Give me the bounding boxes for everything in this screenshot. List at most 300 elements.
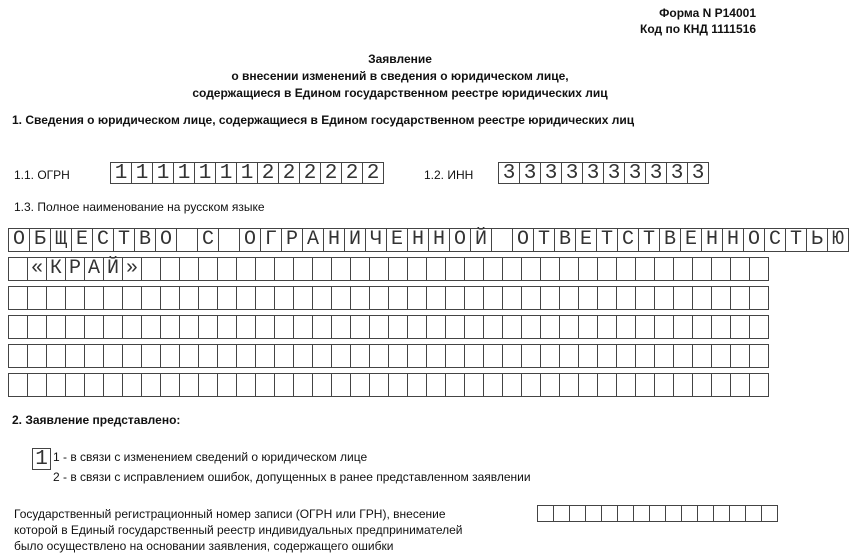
name-letter-cell[interactable] [616,286,636,310]
name-letter-cell[interactable] [559,315,579,339]
name-letter-cell[interactable] [730,373,750,397]
name-letter-cell[interactable] [293,344,313,368]
name-letter-cell[interactable] [293,257,313,281]
name-letter-cell[interactable]: С [617,228,639,252]
name-letter-cell[interactable] [312,344,332,368]
name-letter-cell[interactable] [635,373,655,397]
name-row [8,257,848,281]
name-letter-cell[interactable] [331,344,351,368]
name-letter-cell[interactable] [255,286,275,310]
name-letter-cell[interactable]: Т [533,228,555,252]
reg-number-cell[interactable] [585,505,602,522]
name-letter-cell[interactable]: Й [470,228,492,252]
name-letter-cell[interactable]: В [659,228,681,252]
name-letter-cell[interactable]: Н [722,228,744,252]
inn-digit-cell[interactable]: 3 [687,162,709,184]
name-letter-cell[interactable] [369,373,389,397]
name-letter-cell[interactable] [502,286,522,310]
name-letter-cell[interactable] [84,373,104,397]
name-letter-cell[interactable] [369,344,389,368]
name-letter-cell[interactable] [27,286,47,310]
name-letter-cell[interactable]: О [155,228,177,252]
submission-reason-cell[interactable]: 1 [32,448,51,470]
name-letter-cell[interactable] [578,344,598,368]
name-letter-cell[interactable] [730,257,750,281]
name-letter-cell[interactable] [464,373,484,397]
name-letter-cell[interactable]: Н [407,228,429,252]
name-letter-cell[interactable] [730,344,750,368]
name-letter-cell[interactable] [369,315,389,339]
name-letter-cell[interactable] [65,344,85,368]
name-letter-cell[interactable]: Ю [827,228,849,252]
name-letter-cell[interactable] [255,315,275,339]
name-letter-cell[interactable] [217,286,237,310]
name-letter-cell[interactable] [350,315,370,339]
name-letter-cell[interactable] [654,344,674,368]
name-letter-cell[interactable] [27,344,47,368]
name-letter-cell[interactable]: » [122,257,142,281]
name-letter-cell[interactable] [236,286,256,310]
name-letter-cell[interactable]: Т [596,228,618,252]
name-letter-cell[interactable] [521,257,541,281]
reg-number-cell[interactable] [649,505,666,522]
ogrn-digit-cell[interactable]: 1 [152,162,174,184]
reg-number-cell[interactable] [569,505,586,522]
name-letter-cell[interactable] [426,344,446,368]
name-letter-cell[interactable] [198,315,218,339]
ogrn-digit-cell[interactable]: 1 [236,162,258,184]
section1-heading: 1. Сведения о юридическом лице, содержащиеся в Едином государственном реестре юридических лиц [12,113,635,127]
name-letter-cell[interactable] [176,228,198,252]
name-letter-cell[interactable] [597,373,617,397]
name-letter-cell[interactable]: Р [65,257,85,281]
name-letter-cell[interactable] [350,257,370,281]
name-row [8,344,848,368]
name-letter-cell[interactable] [369,286,389,310]
name-letter-cell[interactable]: Е [386,228,408,252]
name-letter-cell[interactable] [445,286,465,310]
name-letter-cell[interactable]: О [449,228,471,252]
name-letter-cell[interactable]: О [743,228,765,252]
name-letter-cell[interactable]: Т [113,228,135,252]
name-letter-cell[interactable] [407,257,427,281]
name-letter-cell[interactable] [483,344,503,368]
name-letter-cell[interactable] [426,257,446,281]
name-letter-cell[interactable] [103,315,123,339]
name-letter-cell[interactable] [749,257,769,281]
inn-digit-cell[interactable]: 3 [540,162,562,184]
ogrn-field[interactable] [110,162,383,184]
name-letter-cell[interactable] [502,344,522,368]
name-letter-cell[interactable] [521,344,541,368]
name-letter-cell[interactable] [692,344,712,368]
name-row [8,286,848,310]
name-letter-cell[interactable]: Т [638,228,660,252]
name-letter-cell[interactable] [46,286,66,310]
name-letter-cell[interactable] [559,344,579,368]
name-letter-cell[interactable] [312,373,332,397]
name-letter-cell[interactable]: Г [260,228,282,252]
name-letter-cell[interactable] [635,344,655,368]
name-letter-cell[interactable] [407,315,427,339]
name-letter-cell[interactable]: Н [701,228,723,252]
name-letter-cell[interactable] [540,257,560,281]
name-letter-cell[interactable] [122,344,142,368]
inn-digit-cell[interactable]: 3 [519,162,541,184]
name-letter-cell[interactable] [255,257,275,281]
name-letter-cell[interactable] [141,373,161,397]
name-letter-cell[interactable] [160,373,180,397]
name-letter-cell[interactable] [407,373,427,397]
name-letter-cell[interactable] [464,315,484,339]
name-letter-cell[interactable] [388,373,408,397]
name-letter-cell[interactable] [445,344,465,368]
name-letter-cell[interactable] [559,257,579,281]
ogrn-digit-cell[interactable]: 2 [257,162,279,184]
name-letter-cell[interactable] [483,286,503,310]
inn-digit-cell[interactable]: 3 [498,162,520,184]
ogrn-digit-cell[interactable]: 1 [194,162,216,184]
name-letter-cell[interactable] [84,286,104,310]
inn-digit-cell[interactable]: 3 [561,162,583,184]
name-letter-cell[interactable] [160,257,180,281]
name-letter-cell[interactable] [274,315,294,339]
name-letter-cell[interactable]: Н [323,228,345,252]
name-letter-cell[interactable] [464,286,484,310]
name-letter-cell[interactable] [331,373,351,397]
name-letter-cell[interactable]: Н [428,228,450,252]
ogrn-digit-cell[interactable]: 2 [362,162,384,184]
name-letter-cell[interactable]: В [554,228,576,252]
form-number: Форма N Р14001 [659,6,756,20]
name-letter-cell[interactable] [597,315,617,339]
name-letter-cell[interactable] [540,373,560,397]
name-letter-cell[interactable] [217,315,237,339]
full-name-grid[interactable] [8,228,848,402]
name-letter-cell[interactable] [692,373,712,397]
reg-number-cell[interactable] [761,505,778,522]
name-letter-cell[interactable] [274,344,294,368]
name-letter-cell[interactable]: И [344,228,366,252]
name-letter-cell[interactable]: А [84,257,104,281]
reg-number-cell[interactable] [617,505,634,522]
name-letter-cell[interactable] [521,315,541,339]
name-letter-cell[interactable] [46,344,66,368]
name-letter-cell[interactable] [312,286,332,310]
name-letter-cell[interactable] [122,373,142,397]
name-letter-cell[interactable]: С [197,228,219,252]
name-letter-cell[interactable] [711,373,731,397]
name-letter-cell[interactable] [198,373,218,397]
name-letter-cell[interactable] [369,257,389,281]
name-letter-cell[interactable] [274,286,294,310]
name-letter-cell[interactable]: О [8,228,30,252]
name-letter-cell[interactable] [407,286,427,310]
name-letter-cell[interactable]: Е [680,228,702,252]
name-letter-cell[interactable] [711,344,731,368]
name-letter-cell[interactable] [597,286,617,310]
name-letter-cell[interactable] [464,257,484,281]
reg-number-cell[interactable] [601,505,618,522]
name-letter-cell[interactable] [635,257,655,281]
name-letter-cell[interactable]: Щ [50,228,72,252]
option2-text: 2 - в связи с исправлением ошибок, допущенных в ранее представленном заявлении [53,470,531,484]
ogrn-digit-cell[interactable]: 2 [299,162,321,184]
name-letter-cell[interactable] [8,257,28,281]
ogrn-digit-cell[interactable]: 1 [215,162,237,184]
name-letter-cell[interactable] [103,286,123,310]
name-letter-cell[interactable]: О [239,228,261,252]
name-letter-cell[interactable] [103,373,123,397]
name-letter-cell[interactable] [692,286,712,310]
ogrn-digit-cell[interactable]: 2 [320,162,342,184]
reg-text-line1: Государственный регистрационный номер записи (ОГРН или ГРН), внесение [14,507,446,521]
name-letter-cell[interactable] [217,373,237,397]
name-letter-cell[interactable]: Т [785,228,807,252]
name-letter-cell[interactable] [141,257,161,281]
name-letter-cell[interactable] [426,315,446,339]
name-letter-cell[interactable] [616,344,636,368]
name-letter-cell[interactable] [616,373,636,397]
name-letter-cell[interactable] [331,257,351,281]
name-letter-cell[interactable] [293,373,313,397]
reg-number-cell[interactable] [537,505,554,522]
name-letter-cell[interactable] [217,344,237,368]
name-letter-cell[interactable]: Е [71,228,93,252]
reg-number-cell[interactable] [553,505,570,522]
name-letter-cell[interactable] [198,257,218,281]
name-letter-cell[interactable]: А [302,228,324,252]
name-letter-cell[interactable] [426,373,446,397]
title-line3: содержащиеся в Едином государственном реестре юридических лиц [192,86,608,100]
name-letter-cell[interactable] [559,286,579,310]
name-letter-cell[interactable] [673,315,693,339]
name-letter-cell[interactable]: К [46,257,66,281]
name-letter-cell[interactable] [521,373,541,397]
name-letter-cell[interactable] [749,286,769,310]
name-letter-cell[interactable] [198,344,218,368]
name-letter-cell[interactable] [274,257,294,281]
name-letter-cell[interactable] [350,373,370,397]
name-letter-cell[interactable] [445,373,465,397]
inn-field[interactable] [498,162,708,184]
name-letter-cell[interactable]: Е [575,228,597,252]
name-letter-cell[interactable] [711,286,731,310]
name-letter-cell[interactable] [218,228,240,252]
name-letter-cell[interactable] [635,315,655,339]
name-letter-cell[interactable] [673,286,693,310]
reg-number-cell[interactable] [665,505,682,522]
inn-digit-cell[interactable]: 3 [603,162,625,184]
name-letter-cell[interactable] [578,257,598,281]
name-letter-cell[interactable] [160,286,180,310]
title-line1: Заявление [368,52,432,66]
reg-text-line3: было осуществлено на основании заявления, содержащего ошибки [14,539,394,553]
name-letter-cell[interactable] [673,344,693,368]
name-letter-cell[interactable]: Ч [365,228,387,252]
name-letter-cell[interactable] [179,315,199,339]
name-letter-cell[interactable] [27,315,47,339]
name-letter-cell[interactable] [103,344,123,368]
name-letter-cell[interactable]: В [134,228,156,252]
name-letter-cell[interactable] [445,257,465,281]
reg-number-description [14,506,462,554]
name-letter-cell[interactable] [730,315,750,339]
name-letter-cell[interactable] [616,257,636,281]
ogrn-digit-cell[interactable]: 1 [173,162,195,184]
name-letter-cell[interactable]: Ь [806,228,828,252]
name-letter-cell[interactable] [426,286,446,310]
name-letter-cell[interactable] [331,286,351,310]
name-letter-cell[interactable] [236,257,256,281]
name-letter-cell[interactable] [521,286,541,310]
name-letter-cell[interactable] [312,315,332,339]
name-letter-cell[interactable] [502,315,522,339]
name-letter-cell[interactable] [65,315,85,339]
reg-number-cell[interactable] [697,505,714,522]
name-letter-cell[interactable] [711,315,731,339]
name-letter-cell[interactable] [179,344,199,368]
name-letter-cell[interactable] [179,286,199,310]
name-letter-cell[interactable] [597,344,617,368]
name-row [8,228,848,252]
name-letter-cell[interactable] [236,373,256,397]
name-letter-cell[interactable] [8,373,28,397]
name-letter-cell[interactable] [464,344,484,368]
reg-number-cell[interactable] [729,505,746,522]
name-letter-cell[interactable]: « [27,257,47,281]
name-letter-cell[interactable] [293,286,313,310]
reg-number-cell[interactable] [681,505,698,522]
name-letter-cell[interactable] [749,344,769,368]
name-letter-cell[interactable] [236,315,256,339]
ogrn-digit-cell[interactable]: 2 [278,162,300,184]
name-letter-cell[interactable] [122,286,142,310]
ogrn-digit-cell[interactable]: 1 [131,162,153,184]
name-letter-cell[interactable] [179,257,199,281]
name-letter-cell[interactable] [46,315,66,339]
name-letter-cell[interactable] [578,286,598,310]
ogrn-digit-cell[interactable]: 1 [110,162,132,184]
name-letter-cell[interactable] [8,344,28,368]
name-letter-cell[interactable] [350,286,370,310]
name-letter-cell[interactable] [27,373,47,397]
name-letter-cell[interactable]: Б [29,228,51,252]
name-letter-cell[interactable] [559,373,579,397]
name-letter-cell[interactable] [654,315,674,339]
name-letter-cell[interactable] [673,257,693,281]
inn-digit-cell[interactable]: 3 [666,162,688,184]
name-letter-cell[interactable] [160,344,180,368]
name-letter-cell[interactable]: Й [103,257,123,281]
full-name-label: 1.3. Полное наименование на русском языке [14,200,265,214]
name-letter-cell[interactable] [255,344,275,368]
reg-number-cell[interactable] [745,505,762,522]
name-letter-cell[interactable] [491,228,513,252]
name-letter-cell[interactable] [141,344,161,368]
inn-digit-cell[interactable]: 3 [582,162,604,184]
name-letter-cell[interactable] [274,373,294,397]
name-letter-cell[interactable] [578,315,598,339]
name-letter-cell[interactable] [388,344,408,368]
name-letter-cell[interactable] [483,373,503,397]
name-letter-cell[interactable] [160,315,180,339]
name-letter-cell[interactable] [483,315,503,339]
name-letter-cell[interactable] [217,257,237,281]
name-letter-cell[interactable] [540,315,560,339]
name-letter-cell[interactable] [635,286,655,310]
name-letter-cell[interactable] [597,257,617,281]
name-letter-cell[interactable] [502,373,522,397]
name-letter-cell[interactable] [198,286,218,310]
name-letter-cell[interactable]: О [512,228,534,252]
name-letter-cell[interactable] [236,344,256,368]
name-letter-cell[interactable] [141,286,161,310]
inn-digit-cell[interactable]: 3 [624,162,646,184]
submission-reason-field[interactable] [32,448,50,470]
name-letter-cell[interactable] [502,257,522,281]
name-letter-cell[interactable] [730,286,750,310]
name-letter-cell[interactable]: С [92,228,114,252]
inn-digit-cell[interactable]: 3 [645,162,667,184]
name-letter-cell[interactable] [616,315,636,339]
name-letter-cell[interactable] [673,373,693,397]
name-letter-cell[interactable] [65,286,85,310]
name-letter-cell[interactable] [540,286,560,310]
name-letter-cell[interactable] [692,315,712,339]
name-letter-cell[interactable] [293,315,313,339]
name-letter-cell[interactable] [312,257,332,281]
name-row [8,315,848,339]
name-letter-cell[interactable] [388,286,408,310]
name-letter-cell[interactable] [350,344,370,368]
name-letter-cell[interactable] [84,344,104,368]
name-letter-cell[interactable] [84,315,104,339]
name-letter-cell[interactable] [749,373,769,397]
name-letter-cell[interactable] [388,257,408,281]
name-letter-cell[interactable] [540,344,560,368]
reg-number-cell[interactable] [713,505,730,522]
name-letter-cell[interactable] [692,257,712,281]
name-letter-cell[interactable] [331,315,351,339]
name-letter-cell[interactable] [445,315,465,339]
name-letter-cell[interactable] [483,257,503,281]
name-letter-cell[interactable] [65,373,85,397]
name-letter-cell[interactable]: Р [281,228,303,252]
reg-number-cell[interactable] [633,505,650,522]
name-letter-cell[interactable] [255,373,275,397]
name-letter-cell[interactable] [179,373,199,397]
reg-number-field[interactable] [537,505,777,522]
name-letter-cell[interactable] [407,344,427,368]
name-letter-cell[interactable] [122,315,142,339]
name-letter-cell[interactable] [8,286,28,310]
doc-title [0,51,800,102]
name-letter-cell[interactable] [654,373,674,397]
name-letter-cell[interactable] [141,315,161,339]
name-letter-cell[interactable] [654,257,674,281]
name-letter-cell[interactable] [8,315,28,339]
name-letter-cell[interactable] [46,373,66,397]
ogrn-label: 1.1. ОГРН [14,168,70,182]
ogrn-digit-cell[interactable]: 2 [341,162,363,184]
name-letter-cell[interactable] [654,286,674,310]
name-letter-cell[interactable] [388,315,408,339]
name-letter-cell[interactable] [749,315,769,339]
name-letter-cell[interactable] [578,373,598,397]
name-letter-cell[interactable]: С [764,228,786,252]
name-letter-cell[interactable] [711,257,731,281]
